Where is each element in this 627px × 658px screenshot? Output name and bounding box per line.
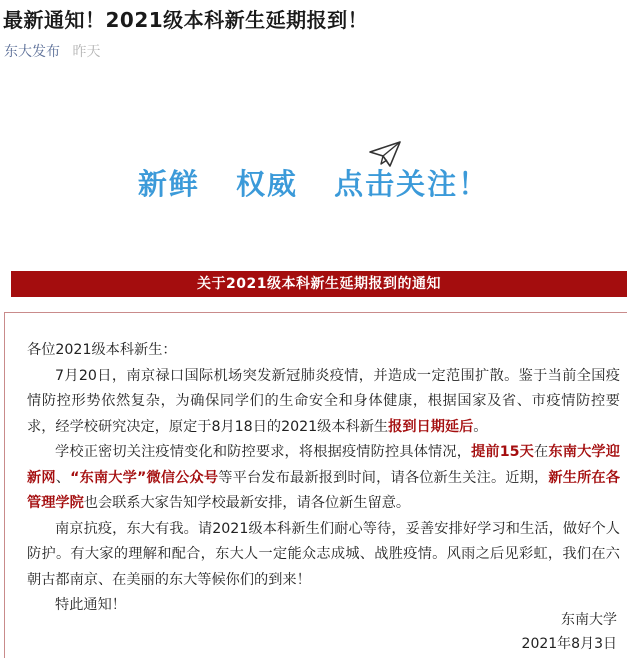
notice-body [27, 338, 620, 619]
p1-highlight: 报到日期延后 [388, 418, 474, 435]
p2-highlight-4: 新生所在各管理学院 [27, 469, 620, 511]
p2-text-b: 在 [534, 444, 549, 460]
slogan-follow: 点击关注！ [334, 167, 490, 201]
slogan[interactable] [0, 162, 627, 203]
paragraph-1 [27, 364, 620, 441]
source-link[interactable]: 东大发布 [4, 44, 60, 60]
p1-end: 。 [473, 418, 488, 435]
publish-time: 昨天 [72, 44, 101, 60]
p2-highlight-3: “东南大学”微信公众号 [70, 469, 219, 486]
slogan-authority: 权威 [235, 167, 298, 201]
paragraph-3: 南京抗疫，东大有我。请2021级本科新生们耐心等待，妥善安排好学习和生活，做好个人防护。有大家的理解和配合，东大人一定能众志成城、战胜疫情。风雨之后见彩虹，我们在六朝古都南京、在美丽的东大等候你们的到来！ [27, 520, 620, 588]
article-meta [4, 41, 100, 61]
p1-text: 7月20日，南京禄口国际机场突发新冠肺炎疫情，并造成一定范围扩散。鉴于当前全国疫情防控形势依然复杂，为确保同学们的生命安全和身体健康，根据国家及省、市疫情防控要求，经学校研究决定，原定于8月18日的2021级本科新生 [27, 367, 620, 435]
slogan-fresh: 新鲜 [137, 167, 200, 201]
notice-banner: 关于2021级本科新生延期报到的通知 [11, 271, 627, 297]
p2-highlight-1: 提前15天 [471, 444, 535, 460]
paragraph-4: 特此通知！ [55, 597, 126, 613]
p2-text-e: 也会联系大家告知学校最新安排，请各位新生留意。 [83, 495, 411, 511]
notice-date: 2021年8月3日 [521, 636, 617, 652]
p2-text-d: 等平台发布最新报到时间，请各位新生关注。近期， [218, 469, 549, 486]
article-title: 最新通知！2021级本科新生延期报到！ [3, 8, 369, 32]
greeting: 各位2021级本科新生： [27, 342, 177, 358]
p2-text-a: 学校正密切关注疫情变化和防控要求，将根据疫情防控具体情况， [55, 444, 472, 460]
p2-text-c: 、 [55, 469, 71, 486]
p2-highlight-2: 东南大学迎新网 [27, 444, 620, 486]
paragraph-2 [27, 440, 620, 517]
signature: 东南大学 [561, 612, 617, 628]
